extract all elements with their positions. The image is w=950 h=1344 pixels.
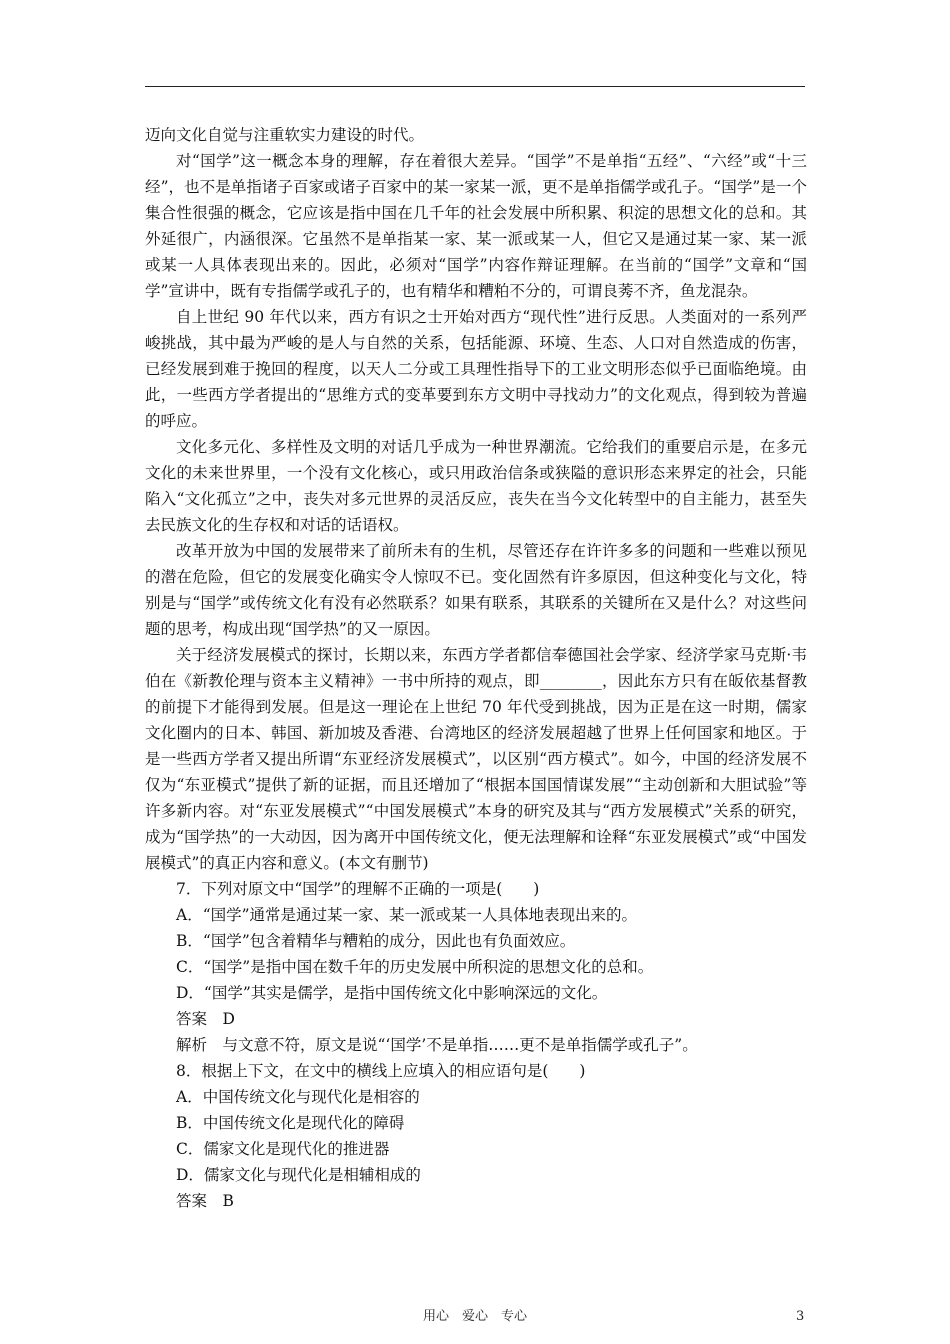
paragraph-continued: 迈向文化自觉与注重软实力建设的时代。 [145, 126, 425, 144]
paragraph-cultural-diversity: 文化多元化、多样性及文明的对话几乎成为一种世界潮流。它给我们的重要启示是，在多元文化的未来世界里，一个没有文化核心，或只用政治信条或狭隘的意识形态来界定的社会，只能陷入“文化孤立”之中，丧失对多元世界的灵活反应，丧失在当今文化转型中的自主能力，甚至失去民族文化的生存权和对话的话语权。 [145, 438, 807, 534]
paragraph-guoxue-concept: 对“国学”这一概念本身的理解，存在着很大差异。“国学”不是单指“五经”、“六经”或“十三经”，也不是单指诸子百家或诸子百家中的某一家某一派，更不是单指儒学或孔子。“国学”是一个集合性很强的概念，它应该是指中国在几千年的社会发展中所积累、积淀的思想文化的总和。其外延很广，内涵很深。它虽然不是单指某一家、某一派或某一人，但它又是通过某一家、某一派或某一人具体表现出来的。因此，必须对“国学”内容作辩证理解。在当前的“国学”文章和“国学”宣讲中，既有专指儒学或孔子的，也有精华和糟粕不分的，可谓良莠不齐，鱼龙混杂。 [145, 152, 807, 300]
paragraph-economic-model: 关于经济发展模式的探讨，长期以来，东西方学者都信奉德国社会学家、经济学家马克斯·韦伯在《新教伦理与资本主义精神》一书中所持的观点，即________，因此东方只有在皈依基督教的前提下才能得到发展。但是这一理论在上世纪 70 年代受到挑战，因为正是在这一时期，儒家文化圈内的日本、韩国、新加坡及香港、台湾地区的经济发展超越了世界上任何国家和地区。于是一些西方学者又提出所谓“东亚经济发展模式”，以区别“西方模式”。如今，中国的经济发展不仅为“东亚模式”提供了新的证据，而且还增加了“根据本国国情谋发展”“主动创新和大胆试验”等许多新内容。对“东亚发展模式”“中国发展模式”本身的研究及其与“西方发展模式”关系的研究，成为“国学热”的一大动因，因为离开中国传统文化，便无法理解和诠释“东亚发展模式”或“中国发展模式”的真正内容和意义。(本文有删节) [145, 646, 807, 872]
question-8-answer: 答案 B [176, 1192, 234, 1210]
question-8-option-d: D．儒家文化与现代化是相辅相成的 [176, 1166, 421, 1184]
header-rule [145, 86, 805, 87]
question-8-option-c: C．儒家文化是现代化的推进器 [176, 1140, 390, 1158]
question-8-option-b: B．中国传统文化是现代化的障碍 [176, 1114, 405, 1132]
page-footer: 用心 爱心 专心 [422, 1309, 527, 1324]
page-number: 3 [796, 1309, 805, 1324]
question-8-option-a: A．中国传统文化与现代化是相容的 [176, 1088, 420, 1106]
question-8 [145, 1058, 807, 1214]
question-7-stem: 7．下列对原文中“国学”的理解不正确的一项是( ) [176, 880, 540, 898]
question-7-option-b: B．“国学”包含着精华与糟粕的成分，因此也有负面效应。 [176, 932, 576, 950]
article-body [145, 122, 807, 1214]
paragraph-reform-opening: 改革开放为中国的发展带来了前所未有的生机，尽管还存在许许多多的问题和一些难以预见的潜在危险，但它的发展变化确实令人惊叹不已。变化固然有许多原因，但这种变化与文化，特别是与“国学”或传统文化有没有必然联系？如果有联系，其联系的关键所在又是什么？对这些问题的思考，构成出现“国学热”的又一原因。 [145, 542, 807, 638]
question-7-option-a: A．“国学”通常是通过某一家、某一派或某一人具体地表现出来的。 [176, 906, 638, 924]
question-7-option-c: C．“国学”是指中国在数千年的历史发展中所积淀的思想文化的总和。 [176, 958, 654, 976]
question-7 [145, 876, 807, 1058]
question-7-answer: 答案 D [176, 1010, 235, 1028]
question-7-option-d: D．“国学”其实是儒学，是指中国传统文化中影响深远的文化。 [176, 984, 608, 1002]
question-7-analysis: 解析 与文意不符，原文是说“‘国学’不是单指……更不是单指儒学或孔子”。 [176, 1036, 698, 1054]
paragraph-western-reflection: 自上世纪 90 年代以来，西方有识之士开始对西方“现代性”进行反思。人类面对的一系列严峻挑战，其中最为严峻的是人与自然的关系，包括能源、环境、生态、人口对自然造成的伤害，已经发展到难于挽回的程度，以天人二分或工具理性指导下的工业文明形态似乎已面临绝境。由此，一些西方学者提出的“思维方式的变革要到东方文明中寻找动力”的文化观点，得到较为普遍的呼应。 [145, 308, 807, 430]
question-8-stem: 8．根据上下文，在文中的横线上应填入的相应语句是( ) [176, 1062, 586, 1080]
